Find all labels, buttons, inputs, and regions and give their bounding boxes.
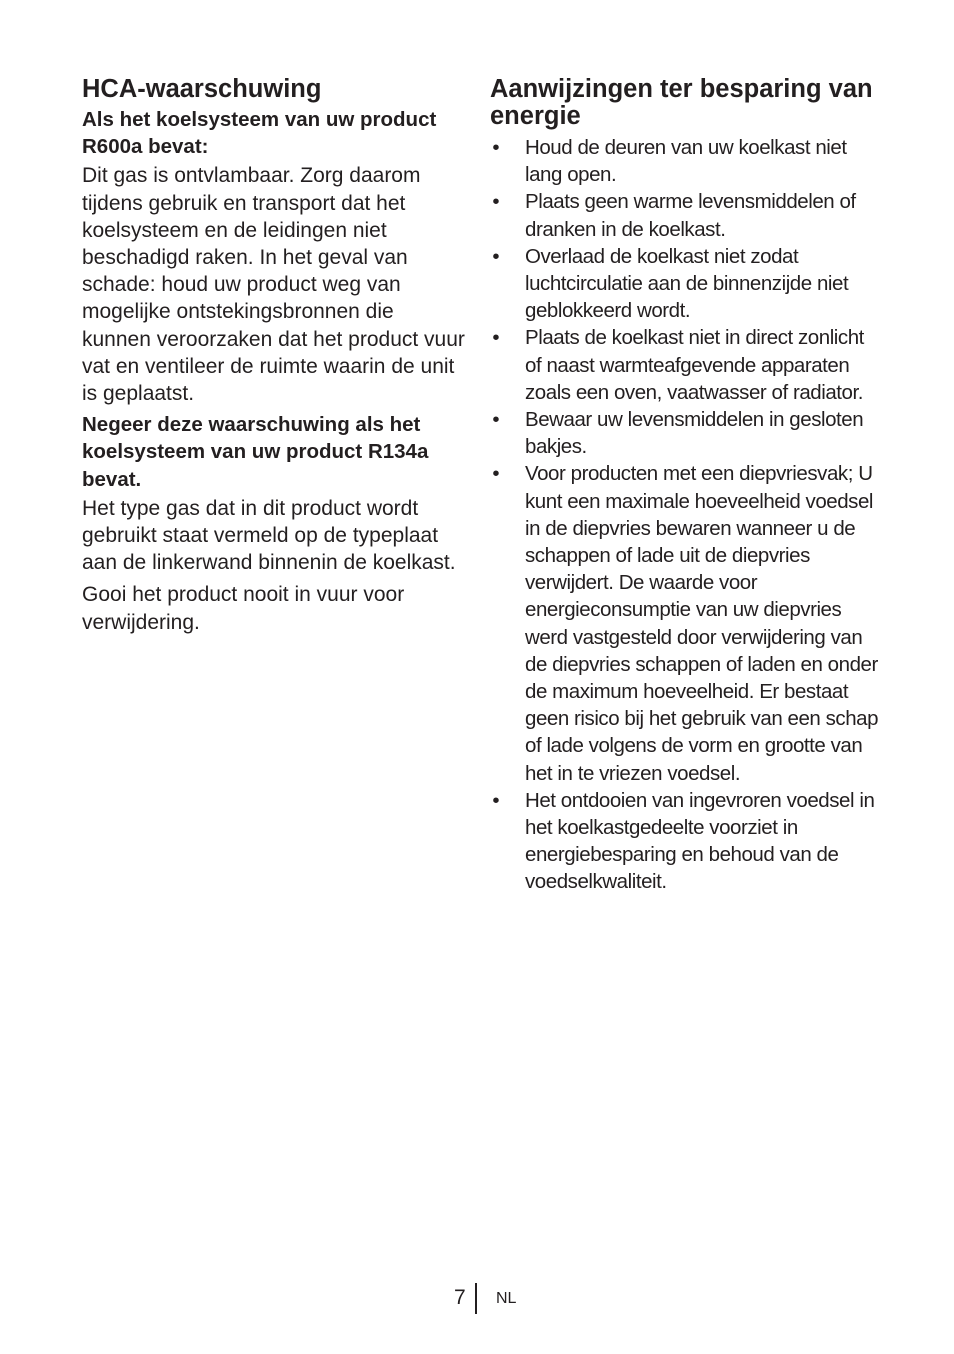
list-item (490, 787, 880, 896)
bullet-icon: • (492, 462, 500, 486)
energy-saving-section (490, 76, 880, 896)
list-item (490, 406, 880, 460)
gas-type-paragraph: Het type gas dat in dit product wordt gebruikt staat vermeld op de typeplaat aan de linkerwand binnenin de koelkast. (82, 496, 456, 575)
list-item-text: Het ontdooien van ingevroren voedsel in het koelkastgedeelte voorziet in energiebesparing en behoud van de voedselkwaliteit. (525, 788, 875, 894)
list-item-text: Plaats de koelkast niet in direct zonlicht of naast warmteafgevende apparaten zoals een oven, vaatwasser of radiator. (525, 326, 864, 404)
list-item-text: Houd de deuren van uw koelkast niet lang open. (525, 136, 847, 187)
r600a-subtitle: Als het koelsysteem van uw product R600a bevat: (82, 108, 437, 159)
list-item (490, 134, 880, 188)
bullet-icon: • (492, 190, 500, 214)
list-item-text: Overlaad de koelkast niet zodat luchtcirculatie aan de binnenzijde niet geblokkeerd wordt. (525, 244, 849, 323)
hca-warning-title: HCA-waarschuwing (82, 75, 322, 103)
bullet-icon: • (492, 788, 500, 812)
bullet-icon: • (492, 136, 500, 159)
list-item-text: Plaats geen warme levensmiddelen of dranken in de koelkast. (525, 190, 856, 241)
page-number: 7 (454, 1286, 466, 1309)
bullet-icon: • (492, 408, 500, 432)
hca-warning-section (82, 76, 467, 636)
language-code: NL (496, 1290, 517, 1307)
bullet-icon: • (492, 326, 500, 350)
disposal-paragraph: Gooi het product nooit in vuur voor verwijdering. (82, 583, 405, 634)
list-item (490, 460, 880, 786)
list-item-text: Bewaar uw levensmiddelen in gesloten bakjes. (525, 408, 864, 459)
list-item (490, 243, 880, 325)
energy-tips-list (490, 134, 880, 896)
bullet-icon: • (492, 244, 500, 268)
r134a-subtitle: Negeer deze waarschuwing als het koelsysteem van uw product R134a bevat. (82, 413, 429, 491)
list-item (490, 188, 880, 242)
footer-divider (475, 1283, 477, 1314)
flammable-gas-paragraph: Dit gas is ontvlambaar. Zorg daarom tijdens gebruik en transport dat het koelsysteem en de leidingen niet beschadigd raken. In het geval van schade: houd uw product weg van mogelijke ontstekingsbronnen die kunnen veroorzaken dat het product vuur vat en ventileer de ruimte waarin de unit is geplaatst. (82, 164, 465, 406)
energy-saving-title: Aanwijzingen ter besparing van energie (490, 75, 873, 130)
list-item-text: Voor producten met een diepvriesvak; U kunt een maximale hoeveelheid voedsel in de diepvries bewaren wanneer u de schappen of lade uit de diepvries verwijdert. De waarde voor energieconsumptie van uw diepvries werd vastgesteld door verwijdering van de diepvries schappen of laden en onder de maximum hoeveelheid. Er bestaat geen risico bij het gebruik van een schap of lade volgens de vorm en grootte van het in te vriezen voedsel. (525, 462, 879, 785)
page-footer (0, 1283, 954, 1315)
list-item (490, 324, 880, 406)
